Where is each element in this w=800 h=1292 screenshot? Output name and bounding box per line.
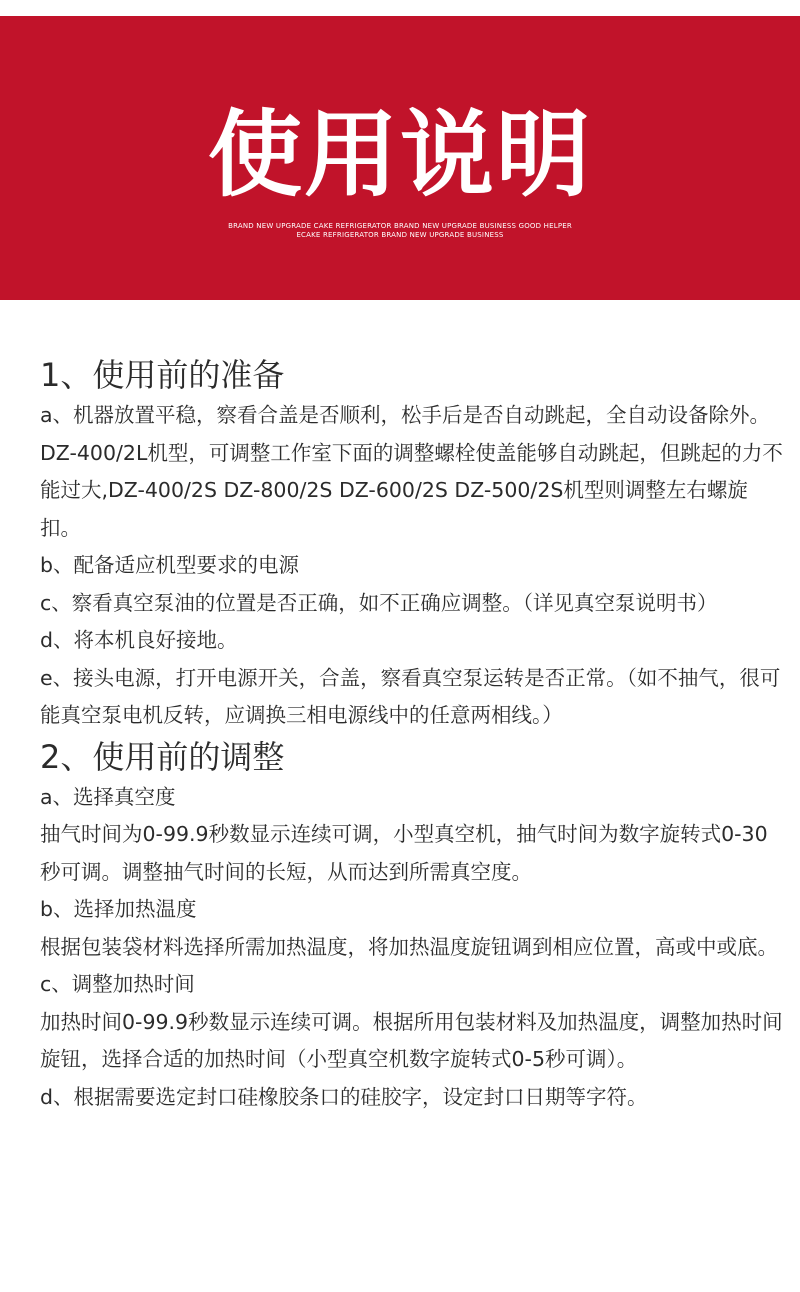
header-banner xyxy=(0,16,800,300)
paragraph: a、选择真空度 xyxy=(40,784,176,809)
section-heading-adjustment: 2、使用前的调整 xyxy=(40,737,285,776)
paragraph: 抽气时间为0-99.9秒数显示连续可调，小型真空机，抽气时间为数字旋转式0-30秒可调。调整抽气时间的长短，从而达到所需真空度。 xyxy=(40,822,768,884)
banner-subtitle-line-2: ECAKE REFRIGERATOR BRAND NEW UPGRADE BUSINESS xyxy=(296,231,504,239)
paragraph: d、根据需要选定封口硅橡胶条口的硅胶字，设定封口日期等字符。 xyxy=(40,1084,648,1109)
banner-subtitle-line-1: BRAND NEW UPGRADE CAKE REFRIGERATOR BRAND NEW UPGRADE BUSINESS GOOD HELPER xyxy=(228,222,572,230)
paragraph: 加热时间0-99.9秒数显示连续可调。根据所用包装材料及加热温度，调整加热时间旋钮，选择合适的加热时间（小型真空机数字旋转式0-5秒可调）。 xyxy=(40,1009,783,1071)
paragraph: 根据包装袋材料选择所需加热温度，将加热温度旋钮调到相应位置，高或中或底。 xyxy=(40,934,778,959)
banner-subtitle xyxy=(0,222,800,240)
paragraph: d、将本机良好接地。 xyxy=(40,628,238,652)
paragraph: c、调整加热时间 xyxy=(40,972,195,996)
paragraph: a、机器放置平稳，察看合盖是否顺利，松手后是否自动跳起，全自动设备除外。DZ-400/2L机型，可调整工作室下面的调整螺栓使盖能够自动跳起，但跳起的力不能过大,DZ-400/2S DZ-800/2S DZ-600/2S DZ-500/2S机型则调整左右螺旋扣。 xyxy=(40,403,783,540)
banner-title: 使用说明 xyxy=(207,101,592,210)
section-heading-preparation: 1、使用前的准备 xyxy=(40,356,285,394)
paragraph: c、察看真空泵油的位置是否正确，如不正确应调整。（详见真空泵说明书） xyxy=(40,590,718,615)
instructions-content xyxy=(40,353,785,1116)
paragraph: e、接头电源，打开电源开关，合盖，察看真空泵运转是否正常。（如不抽气，很可能真空泵电机反转，应调换三相电源线中的任意两相线。） xyxy=(40,665,781,727)
paragraph: b、配备适应机型要求的电源 xyxy=(40,553,300,577)
paragraph: b、选择加热温度 xyxy=(40,897,197,921)
